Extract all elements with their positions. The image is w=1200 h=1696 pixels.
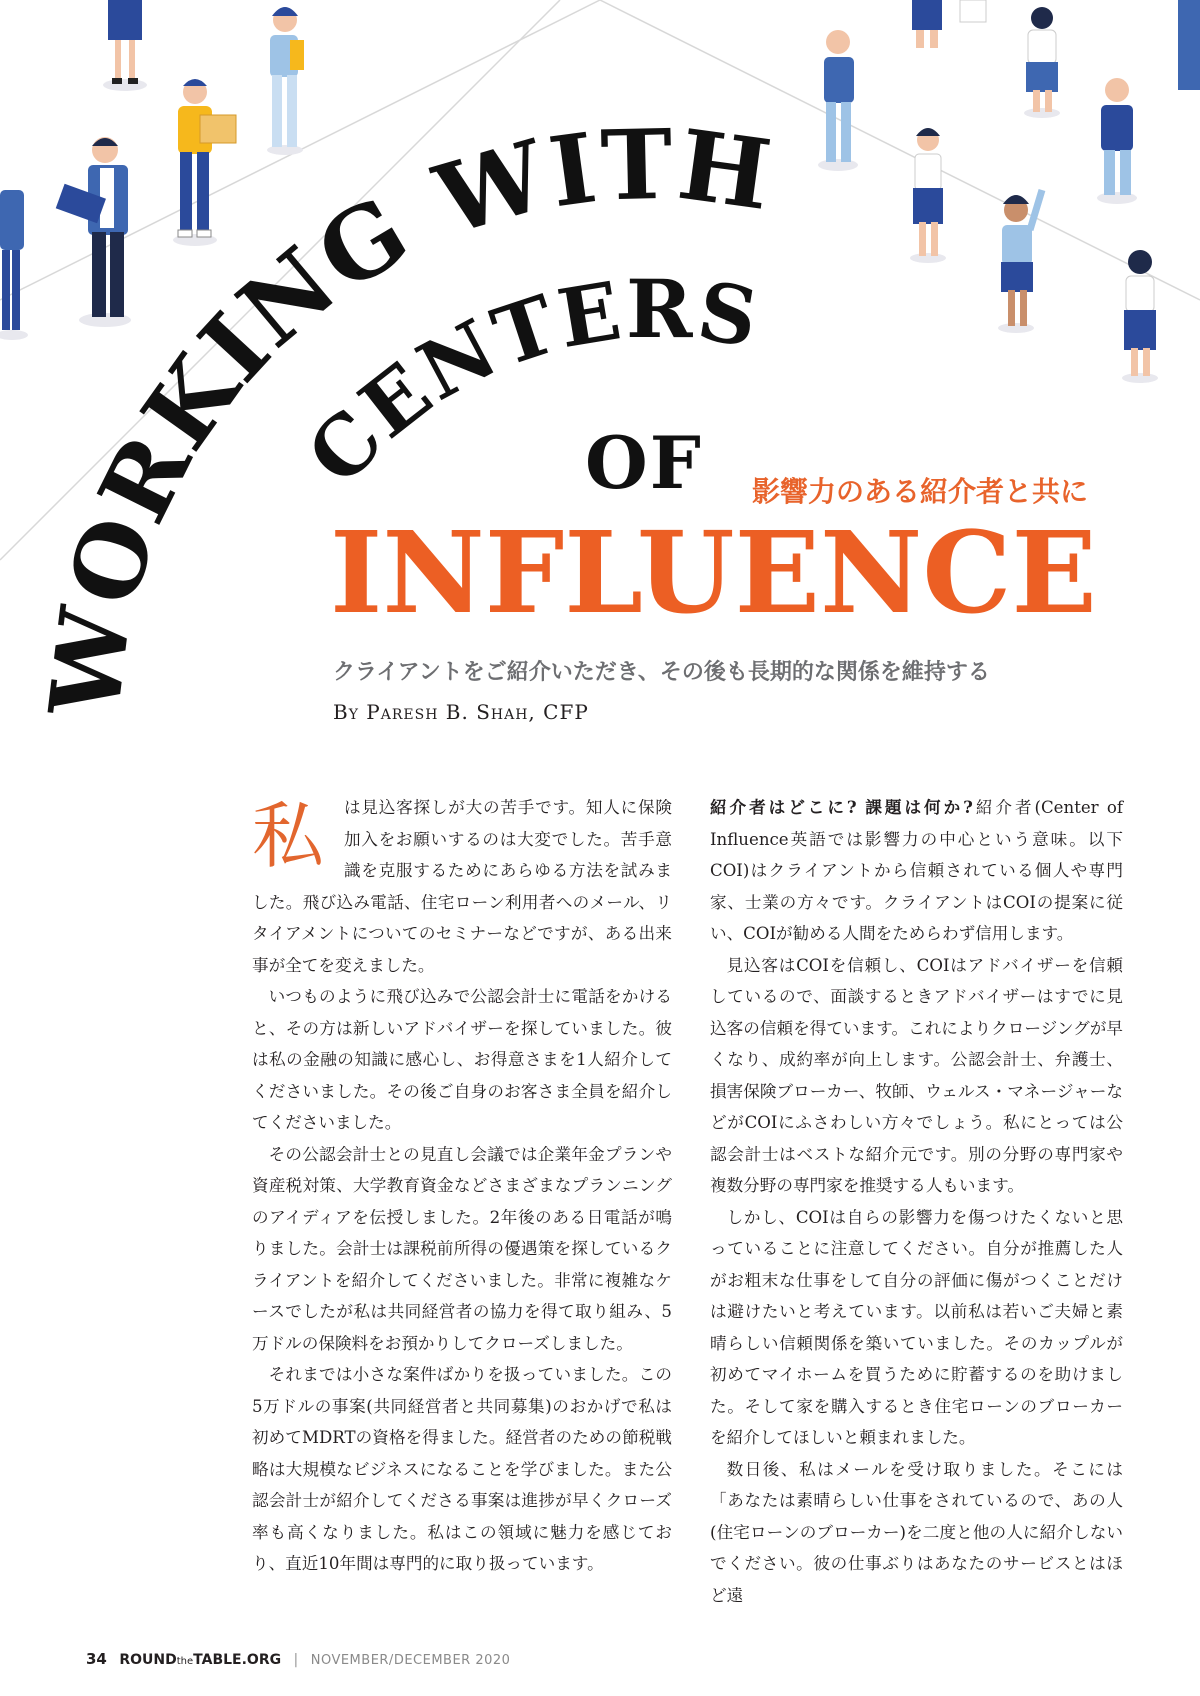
title-influence: INFLUENCE <box>330 508 1097 639</box>
drop-cap: 私 <box>252 794 325 878</box>
paragraph: その公認会計士との見直し会議では企業年金プランや資産税対策、大学教育資金などさまざまなプランニングのアイディアを伝授しました。2年後のある日電話が鳴りました。会計士は課税前所得の優遇策を探しているクライアントを紹介してくださいました。非常に複雑なケースでしたが私は共同経営者の協力を得て取り組み、5万ドルの保険料をお預かりしてクローズしました。 <box>252 1144 672 1353</box>
curved-title <box>0 0 1200 760</box>
article-column-1 <box>252 792 672 1580</box>
paragraph: 数日後、私はメールを受け取りました。そこには「あなたは素晴らしい仕事をされているので、あの人(住宅ローンのブローカー)を二度と他の人に紹介しないでください。彼の仕事ぶりはあなたのサービスとはほど遠 <box>710 1459 1123 1605</box>
footer-separator: | <box>293 1652 299 1668</box>
paragraph: いつものように飛び込みで公認会計士に電話をかけると、その方は新しいアドバイザーを探していました。彼は私の金融の知識に感心し、お得意さまを1人紹介してくださいました。その後ご自身のお客さま全員を紹介してくださいました。 <box>252 987 672 1132</box>
page-number: 34 <box>86 1650 107 1668</box>
byline: By Paresh B. Shah, CFP <box>333 700 589 724</box>
site-brand: ROUNDtheTABLE.ORG <box>119 1652 282 1668</box>
title-centers: CENTERS <box>288 261 766 503</box>
paragraph: 私 は見込客探しが大の苦手です。知人に保険加入をお願いするのは大変でした。苦手意識を克服するためにあらゆる方法を試みました。飛び込み電話、住宅ローン利用者へのメール、リタイアメントについてのセミナーなどですが、ある出来事が全てを変えました。 <box>252 794 672 975</box>
japanese-title: 影響力のある紹介者と共に <box>752 475 1089 508</box>
article-column-2 <box>710 792 1123 1611</box>
paragraph: 見込客はCOIを信頼し、COIはアドバイザーを信頼しているので、面談するときアドバイザーはすでに見込客の信頼を得ています。これによりクロージングが早くなり、成約率が向上します。公認会計士、弁護士、損害保険ブローカー、牧師、ウェルス・マネージャーなどがCOIにふさわしい方々でしょう。私にとっては公認会計士はベストな紹介元です。別の分野の専門家や複数分野の専門家を推奨する人もいます。 <box>710 955 1123 1195</box>
paragraph: しかし、COIは自らの影響力を傷つけたくないと思っていることに注意してください。自分が推薦した人がお粗末な仕事をして自分の評価に傷がつくことだけは避けたいと考えています。以前私は若いご夫婦と素晴らしい信頼関係を築いていました。そのカップルが初めてマイホームを買うために貯蓄するのを助けました。そして家を購入するとき住宅ローンのブローカーを紹介してほしいと頼まれました。 <box>710 1207 1123 1447</box>
paragraph: それまでは小さな案件ばかりを扱っていました。この5万ドルの事案(共同経営者と共同募集)のおかげで私は初めてMDRTの資格を得ました。経営者のための節税戦略は大規模なビジネスになることを学びました。また公認会計士が紹介してくださる事案は進捗が早くクローズ率も高くなりました。私はこの領域に魅力を感じており、直近10年間は専門的に取り扱っています。 <box>252 1365 672 1573</box>
section-lead: 紹介者はどこに? 課題は何か? <box>710 797 973 817</box>
issue-date: NOVEMBER/DECEMBER 2020 <box>310 1653 511 1668</box>
page-footer <box>86 1650 510 1668</box>
title-working-with: WORKING WITH <box>27 107 780 723</box>
paragraph: 紹介者はどこに? 課題は何か?紹介者(Center of Influence英語では影響力の中心という意味。以下COI)はクライアントから信頼されている個人や専門家、士業の方々です。クライアントはCOIの提案に従い、COIが勧める人間をためらわず信用します。 <box>710 797 1123 943</box>
subtitle: クライアントをご紹介いただき、その後も長期的な関係を維持する <box>333 660 990 685</box>
title-of: OF <box>585 420 703 505</box>
